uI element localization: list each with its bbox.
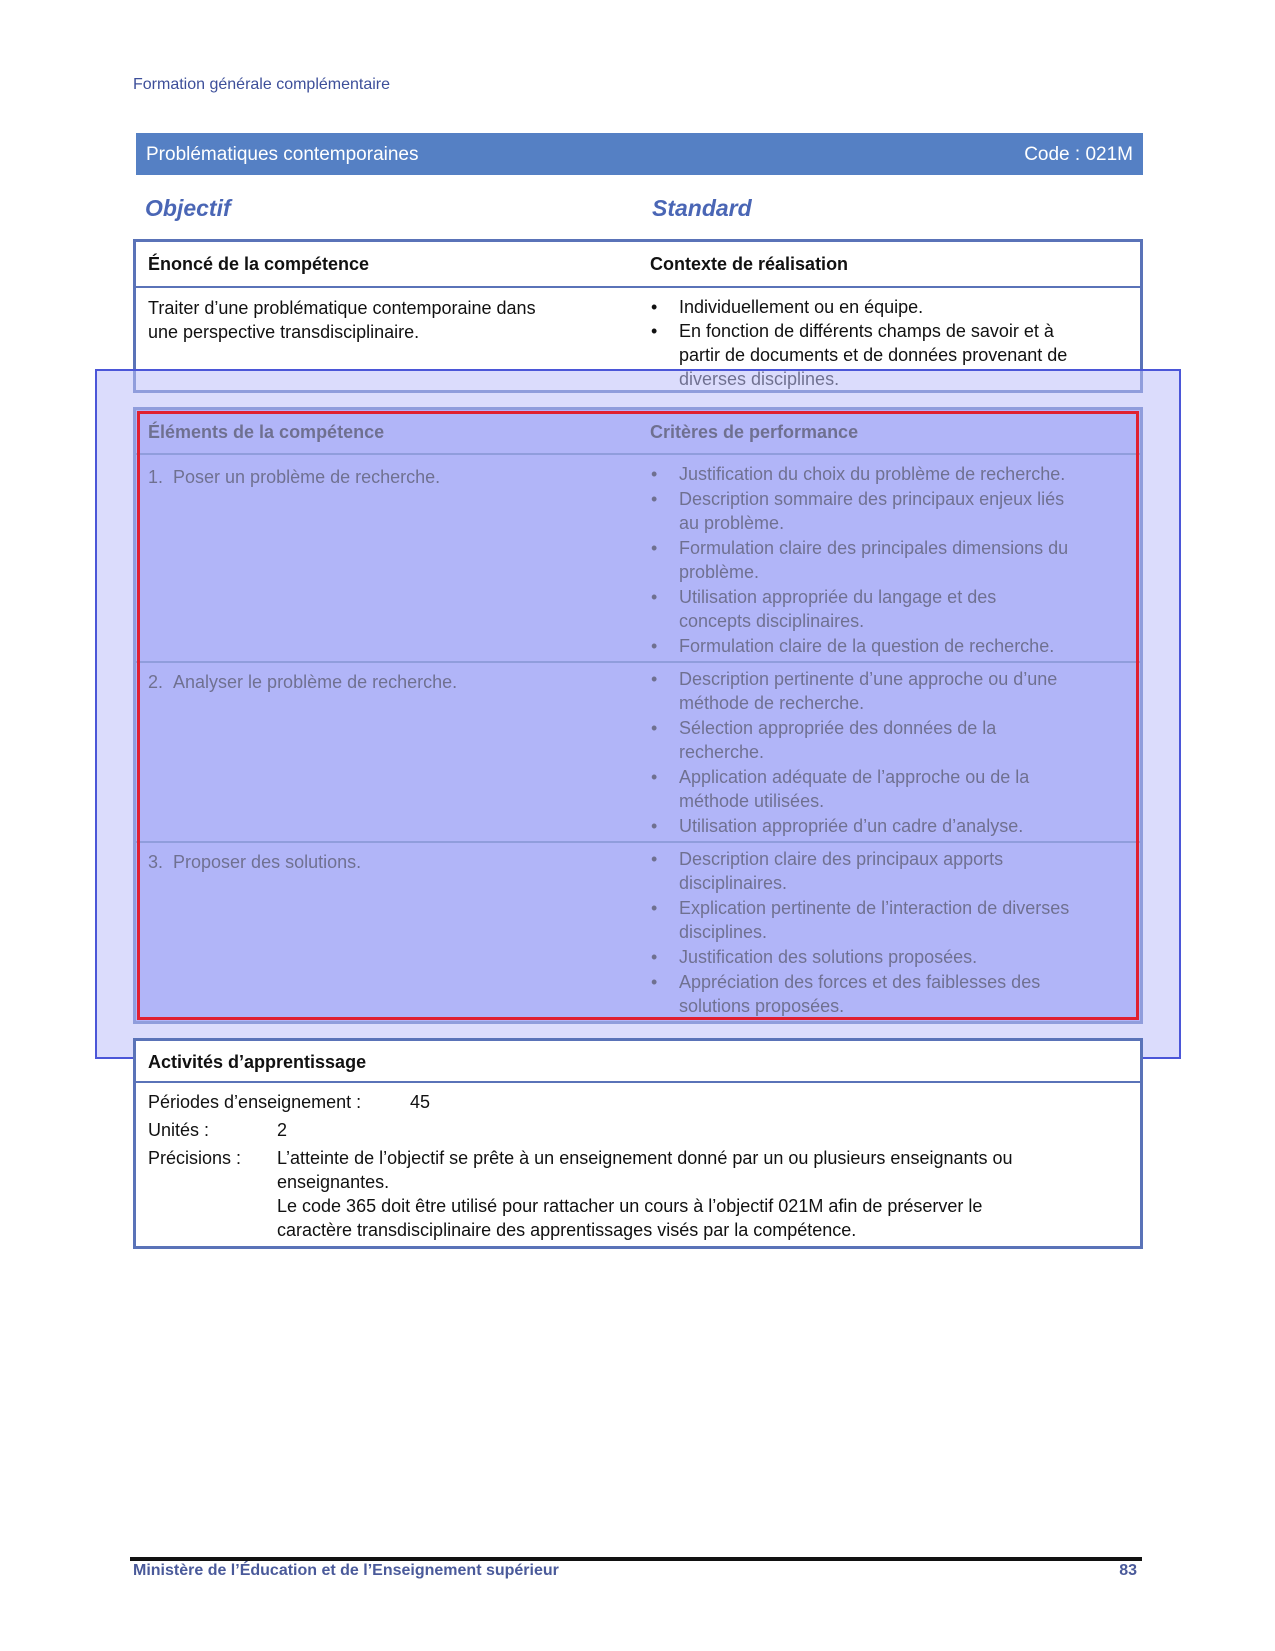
activities-table — [133, 1038, 1143, 1249]
statement-line: Traiter d’une problématique contemporaine dans — [148, 298, 536, 318]
precision-line: caractère transdisciplinaire des apprentissages visés par la compétence. — [277, 1220, 857, 1240]
activities-header: Activités d’apprentissage — [148, 1052, 367, 1072]
bullet-icon: • — [651, 321, 658, 341]
footer-rule — [130, 1557, 1142, 1561]
course-title: Problématiques contemporaines — [146, 144, 419, 165]
precision-line: enseignantes. — [277, 1172, 390, 1192]
footer-ministry: Ministère de l’Éducation et de l’Enseignement supérieur — [133, 1562, 559, 1579]
activities-table-head — [136, 1041, 1140, 1083]
statement-header: Énoncé de la compétence — [148, 254, 370, 274]
bullet-icon: • — [651, 297, 658, 317]
selection-overlay — [95, 369, 1181, 1059]
course-code: Code : 021M — [1024, 144, 1133, 165]
context-line: En fonction de différents champs de savoir et à — [679, 321, 1054, 341]
precisions-text — [277, 1146, 1127, 1242]
standard-heading: Standard — [652, 195, 752, 221]
precision-line: Le code 365 doit être utilisé pour rattacher un cours à l’objectif 021M afin de préserver le — [277, 1196, 983, 1216]
periods-value: 45 — [410, 1092, 431, 1112]
periods-label: Périodes d’enseignement : — [148, 1092, 362, 1112]
precision-line: L’atteinte de l’objectif se prête à un enseignement donné par un ou plusieurs enseignants ou — [277, 1148, 1013, 1168]
page-number: 83 — [1119, 1562, 1137, 1579]
course-banner — [133, 133, 1143, 175]
context-item — [651, 295, 924, 319]
units-label: Unités : — [148, 1120, 210, 1140]
running-title: Formation générale complémentaire — [133, 76, 391, 93]
statement-line: une perspective transdisciplinaire. — [148, 322, 420, 342]
competence-table-head — [136, 242, 1140, 288]
competence-statement — [148, 296, 536, 344]
precisions-label: Précisions : — [148, 1148, 242, 1168]
units-value: 2 — [277, 1120, 288, 1140]
context-header: Contexte de réalisation — [650, 254, 849, 274]
context-line: Individuellement ou en équipe. — [679, 297, 924, 317]
objectif-heading: Objectif — [145, 195, 231, 221]
context-line: partir de documents et de données provenant de — [679, 345, 1068, 365]
